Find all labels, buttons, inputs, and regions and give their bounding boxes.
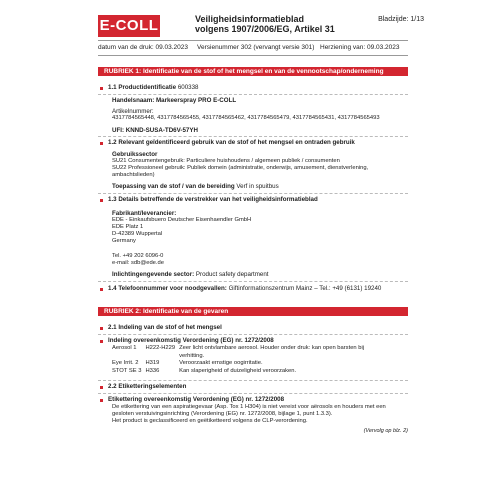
bullet-icon bbox=[100, 399, 103, 402]
labelling-line: De etikettering van een aspiratiegevaar (Asp. Tox 1 H304) is niet vereist voor aërosols en houders met een bbox=[112, 404, 386, 410]
company-logo: E-COLL bbox=[98, 15, 160, 37]
bullet-icon bbox=[100, 386, 103, 389]
hazard-statement: Kan slaperigheid of duizeligheid veroorzaken. bbox=[179, 367, 297, 374]
hazard-code: H336 bbox=[145, 367, 160, 374]
bullet-icon bbox=[100, 199, 103, 202]
usage-line-2: SU22 Professioneel gebruik: Publiek domein (administratie, onderwijs, amusement, dienstverlening, bbox=[112, 165, 369, 171]
document-subtitle: volgens 1907/2006/EG, Artikel 31 bbox=[195, 24, 335, 34]
article-numbers: 4317784565448, 4317784565455, 4317784565462, 4317784565479, 4317784565431, 4317784565493 bbox=[112, 115, 380, 121]
document-title: Veiligheidsinformatieblad bbox=[195, 14, 305, 24]
hazard-code: H319 bbox=[145, 360, 160, 366]
usage-label: Gebruikssector bbox=[112, 151, 158, 158]
article-number-label: Artikelnummer: bbox=[112, 108, 154, 115]
section-1-4-row: 1.4 Telefoonnummer voor noodgevallen: Giftinformationszentrum Mainz – Tel.: +49 (6131) 19240 bbox=[108, 285, 382, 292]
table-row bbox=[112, 368, 368, 376]
labelling-reg-title: Etikettering overeenkomstig Verordening (EG) nr. 1272/2008 bbox=[108, 396, 285, 403]
separator bbox=[98, 136, 408, 138]
section-1-3-title: 1.3 Details betreffende de verstrekker van het veiligheidsinformatieblad bbox=[108, 196, 318, 203]
supplier-label: Fabrikant/leverancier: bbox=[112, 210, 177, 217]
separator bbox=[98, 393, 408, 395]
supplier-line: EDE Platz 1 bbox=[112, 224, 144, 230]
hazard-class bbox=[112, 353, 145, 361]
supplier-line: Germany bbox=[112, 238, 136, 244]
section-1-1-title: 1.1 Productidentificatie 600338 bbox=[108, 84, 199, 91]
section-2-header: RUBRIEK 2: Identificatie van de gevaren bbox=[98, 307, 408, 316]
section-2-1-title: 2.1 Indeling van de stof of het mengsel bbox=[108, 324, 222, 331]
usage-line-3: ambachtslieden) bbox=[112, 172, 155, 178]
table-row bbox=[112, 345, 368, 353]
separator bbox=[98, 193, 408, 195]
hazard-code: H222-H229 bbox=[145, 345, 176, 351]
application-row: Toepassing van de stof / van de bereiding Verf in spuitbus bbox=[112, 183, 279, 190]
bullet-icon bbox=[100, 340, 103, 343]
bullet-icon bbox=[100, 327, 103, 330]
hazard-class: Eye Irrit. 2 bbox=[112, 360, 139, 366]
continued-note: (Vervolg op blz. 2) bbox=[363, 428, 408, 434]
hazard-class: Aerosol 1 bbox=[112, 345, 137, 351]
separator bbox=[98, 281, 408, 283]
separator bbox=[98, 334, 408, 336]
hazard-statement: verhitting. bbox=[179, 352, 205, 359]
ufi-code: UFI: KNND-SUSA-TD6V-57YH bbox=[112, 127, 198, 134]
table-row bbox=[112, 353, 368, 361]
revision-date: Herziening van: 09.03.2023 bbox=[320, 44, 400, 51]
supplier-phone: Tel. +49 202 6096-0 bbox=[112, 253, 164, 259]
version-number: Versienummer 302 (vervangt versie 301) bbox=[197, 44, 315, 51]
section-1-header: RUBRIEK 1: Identificatie van de stof of het mengsel en van de vennootschap/onderneming bbox=[98, 67, 408, 76]
section-1-2-title: 1.2 Relevant geïdentificeerd gebruik van de stof of het mengsel en ontraden gebruik bbox=[108, 139, 355, 146]
bullet-icon bbox=[100, 288, 103, 291]
supplier-email: e-mail: sdb@ede.de bbox=[112, 260, 164, 266]
bullet-icon bbox=[100, 142, 103, 145]
page-number: Bladzijde: 1/13 bbox=[378, 16, 424, 23]
labelling-line: gesloten verstuivingsinrichting (Verordening (EG) nr. 1272/2008, bijlage 1, punt 1.3.3). bbox=[112, 411, 333, 417]
trade-name-row: Handelsnaam: Markeerspray PRO E-COLL bbox=[112, 97, 237, 104]
separator bbox=[98, 94, 408, 96]
hazard-statement: Veroorzaakt ernstige oogirritatie. bbox=[179, 360, 263, 366]
hazard-statement: Zeer licht ontvlambare aerosol. Houder onder druk: kan open barsten bij bbox=[179, 345, 365, 351]
supplier-line: EDE - Einkaufsbuero Deutscher Eisenhaendler GmbH bbox=[112, 217, 252, 223]
table-row bbox=[112, 360, 368, 368]
hazard-code bbox=[145, 353, 179, 361]
separator bbox=[98, 380, 408, 382]
classification-reg-label: Indeling overeenkomstig Verordening (EG) nr. 1272/2008 bbox=[108, 337, 274, 344]
info-sector-row: Inlichtingengevende sector: Product safety department bbox=[112, 271, 269, 278]
bullet-icon bbox=[100, 87, 103, 90]
usage-line-1: SU21 Consumentengebruik: Particuliere huishoudens / algemeen publiek / consumenten bbox=[112, 158, 340, 164]
header-divider-2 bbox=[98, 55, 408, 56]
print-date: datum van de druk: 09.03.2023 bbox=[98, 44, 188, 51]
section-2-2-title: 2.2 Etiketteringselementen bbox=[108, 383, 187, 390]
labelling-line: Het product is geclassificeerd en geëtiketteerd volgens de CLP-verordening. bbox=[112, 418, 308, 424]
header-divider bbox=[98, 40, 408, 41]
hazard-classification-table bbox=[112, 345, 368, 375]
supplier-line: D-42389 Wuppertal bbox=[112, 231, 163, 237]
hazard-class: STOT SE 3 bbox=[112, 367, 142, 374]
